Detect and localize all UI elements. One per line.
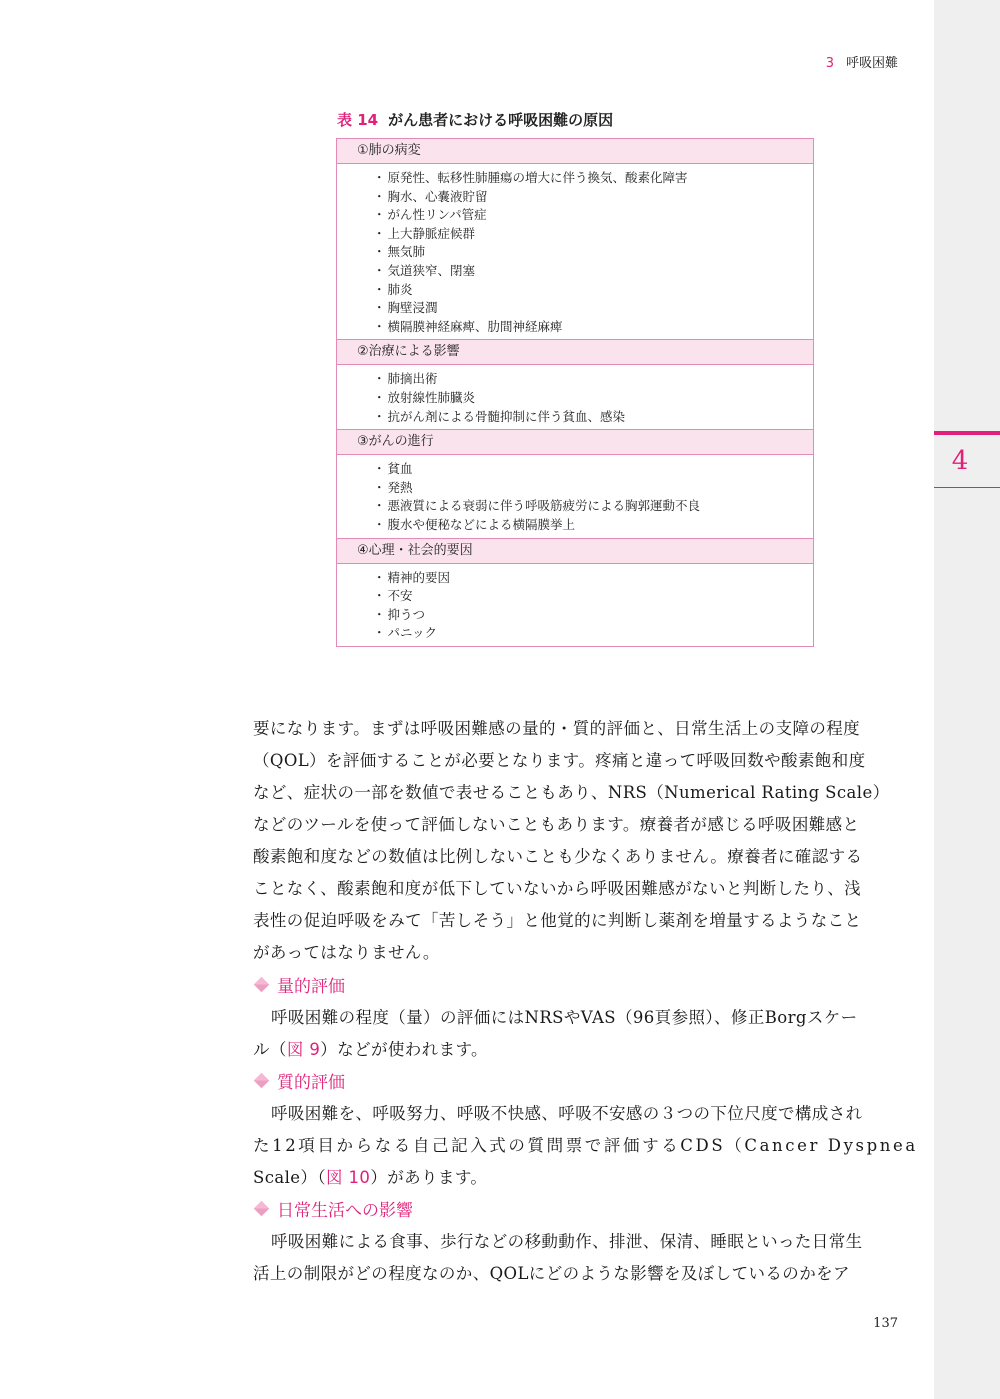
diamond-bullet-icon xyxy=(254,977,270,993)
figure-reference-link[interactable]: 図 10 xyxy=(325,1168,371,1187)
diamond-bullet-icon xyxy=(254,1201,270,1217)
category-body xyxy=(337,455,813,538)
list-item: ・ 上大静脈症候群 xyxy=(373,225,476,241)
list-item: ・ 肺炎 xyxy=(373,281,413,297)
body-line: た12項目からなる自己記入式の質問票で評価するCDS（Cancer Dyspnea xyxy=(253,1136,918,1155)
list-item: ・ 不安 xyxy=(373,588,413,604)
list-item: ・ 貧血 xyxy=(373,461,413,477)
body-line: ル（図 9）などが使われます。 xyxy=(253,1040,488,1059)
body-line: 呼吸困難を、呼吸努力、呼吸不快感、呼吸不安感の３つの下位尺度で構成され xyxy=(271,1104,863,1123)
category-body xyxy=(337,564,813,646)
section-heading-quantitative: 量的評価 xyxy=(253,972,345,997)
category-header: ②治療による影響 xyxy=(337,340,813,365)
section-heading-qualitative: 質的評価 xyxy=(253,1068,345,1093)
table-label: 表 14 xyxy=(337,111,379,129)
figure-reference-link[interactable]: 図 9 xyxy=(286,1040,321,1059)
table-caption xyxy=(337,109,613,130)
body-line: Scale）（図 10）があります。 xyxy=(253,1168,488,1187)
category-header: ①肺の病変 xyxy=(337,139,813,164)
list-item: ・ がん性リンパ管症 xyxy=(373,207,487,223)
category-body xyxy=(337,365,813,430)
section-heading-daily-life: 日常生活への影響 xyxy=(253,1196,413,1221)
list-item: ・ 抗がん剤による骨髄抑制に伴う貧血、感染 xyxy=(373,408,626,424)
list-item: ・ 気道狭窄、閉塞 xyxy=(373,262,476,278)
list-item: ・ 抑うつ xyxy=(373,606,426,622)
body-line: 酸素飽和度などの数値は比例しないことも少なくありません。療養者に確認する xyxy=(253,847,863,866)
side-strip xyxy=(934,0,1000,1399)
body-line: 呼吸困難の程度（量）の評価にはNRSやVAS（96頁参照）、修正Borgスケー xyxy=(271,1008,858,1027)
page-number: 137 xyxy=(873,1316,898,1331)
causes-table xyxy=(336,138,814,647)
list-item: ・ 横隔膜神経麻痺、肋間神経麻痺 xyxy=(373,318,563,334)
body-line: 要になります。まずは呼吸困難感の量的・質的評価と、日常生活上の支障の程度 xyxy=(253,719,861,738)
body-line: など、症状の一部を数値で表せることもあり、NRS（Numerical Rating Scale） xyxy=(253,783,890,802)
body-line: 表性の促迫呼吸をみて「苦しそう」と他覚的に判断し薬剤を増量するようなこと xyxy=(253,911,862,930)
running-head-chapter-num: 3 xyxy=(825,56,834,71)
running-head xyxy=(826,52,898,71)
chapter-tab-line-top xyxy=(934,431,1000,435)
category-header: ③がんの進行 xyxy=(337,430,813,455)
list-item: ・ 原発性、転移性肺腫瘍の増大に伴う換気、酸素化障害 xyxy=(373,170,688,185)
list-item: ・ 精神的要因 xyxy=(373,569,451,585)
body-line: 呼吸困難による食事、歩行などの移動動作、排泄、保清、睡眠といった日常生 xyxy=(271,1232,863,1251)
list-item: ・ 腹水や便秘などによる横隔膜挙上 xyxy=(373,516,576,532)
list-item: ・ 胸水、心嚢液貯留 xyxy=(373,188,488,204)
list-item: ・ 無気肺 xyxy=(373,244,426,260)
body-line: があってはなりません。 xyxy=(253,943,440,962)
list-item: ・ 肺摘出術 xyxy=(373,371,438,387)
list-item: ・ 放射線性肺臓炎 xyxy=(373,389,476,405)
chapter-tab-line-bottom xyxy=(934,487,1000,488)
chapter-tab-number: 4 xyxy=(951,446,969,476)
running-head-title: 呼吸困難 xyxy=(845,56,898,71)
list-item: ・ 発熱 xyxy=(373,479,413,495)
list-item: ・ 悪液質による衰弱に伴う呼吸筋疲労による胸郭運動不良 xyxy=(373,498,701,514)
body-line: などのツールを使って評価しないこともあります。療養者が感じる呼吸困難感と xyxy=(253,815,860,834)
category-header: ④心理・社会的要因 xyxy=(337,539,813,564)
list-item: ・ 胸壁浸潤 xyxy=(373,300,438,316)
list-item: ・ パニック xyxy=(373,625,438,641)
body-line: ことなく、酸素飽和度が低下していないから呼吸困難感がないと判断したり、浅 xyxy=(253,879,862,898)
diamond-bullet-icon xyxy=(254,1073,270,1089)
body-line: 活上の制限がどの程度なのか、QOLにどのような影響を及ぼしているのかをア xyxy=(253,1264,850,1283)
table-title: がん患者における呼吸困難の原因 xyxy=(388,111,614,129)
category-body xyxy=(337,164,813,340)
body-line: （QOL）を評価することが必要となります。疼痛と違って呼吸回数や酸素飽和度 xyxy=(253,751,866,770)
